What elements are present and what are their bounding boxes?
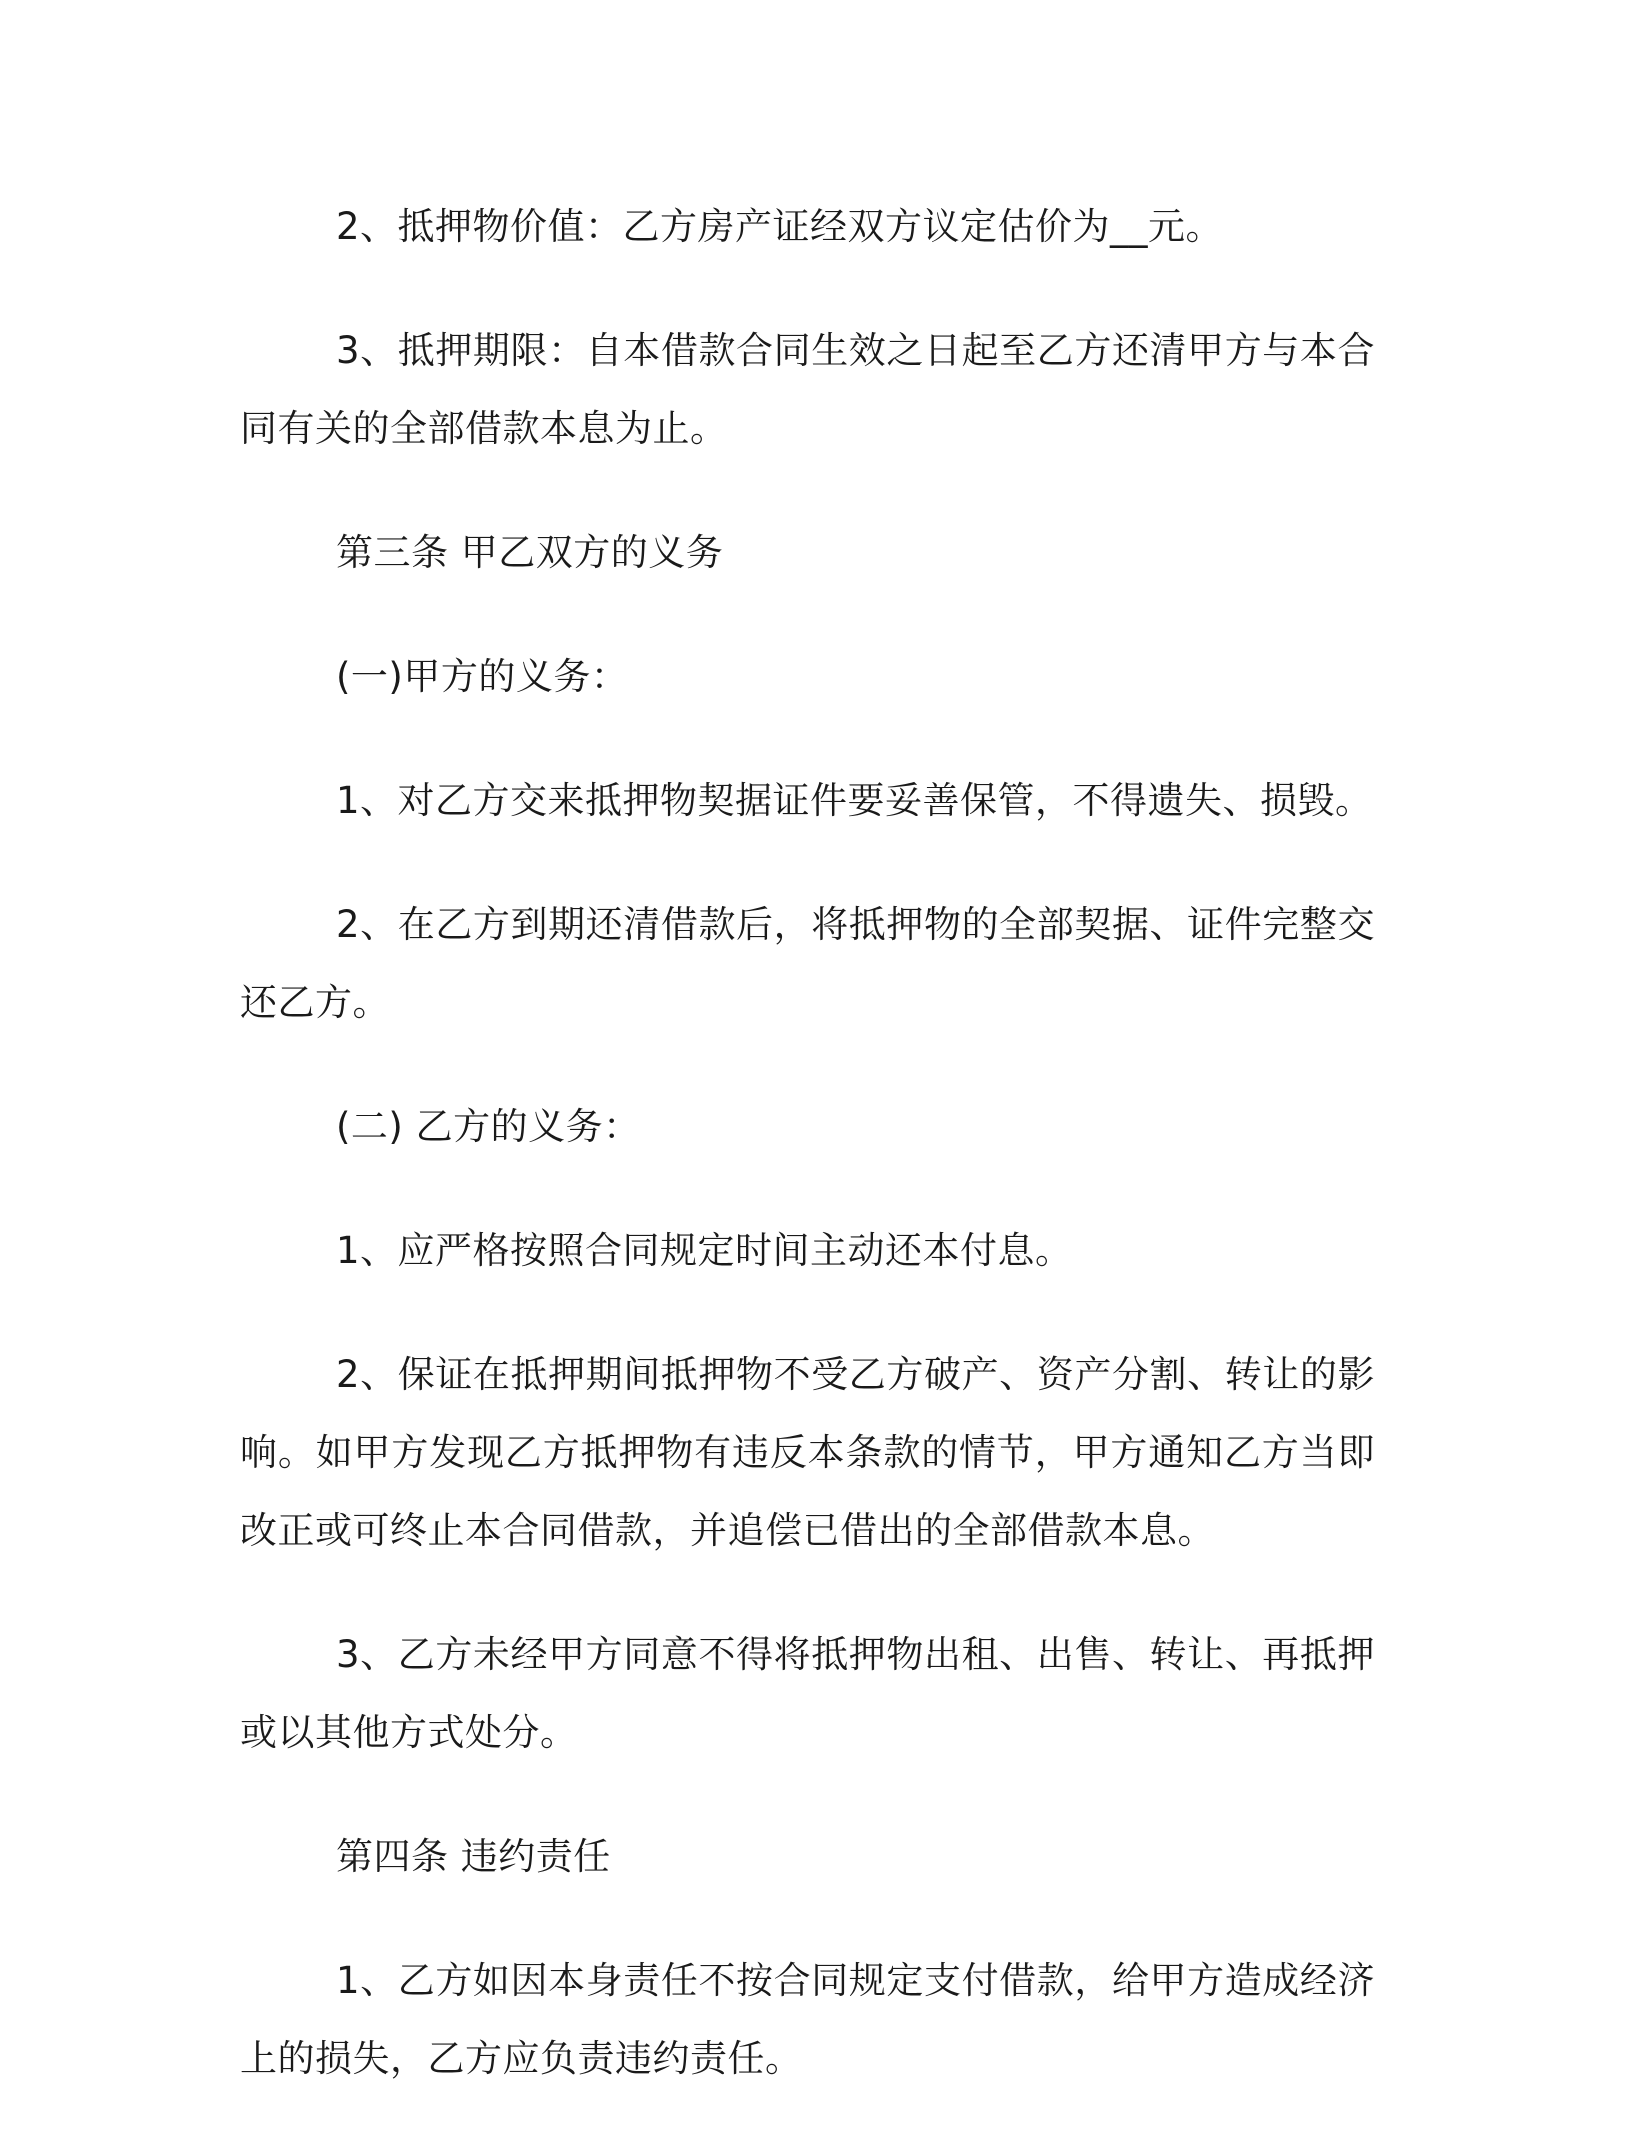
breach-liability-1: 1、乙方如因本身责任不按合同规定支付借款，给甲方造成经济上的损失，乙方应负责违约责任。 (240, 1959, 1375, 2080)
clause-mortgage-term: 3、抵押期限：自本借款合同生效之日起至乙方还清甲方与本合同有关的全部借款本息为止。 (240, 329, 1375, 450)
party-b-obligation-3: 3、乙方未经甲方同意不得将抵押物出租、出售、转让、再抵押或以其他方式处分。 (240, 1633, 1375, 1754)
article-four-heading: 第四条 违约责任 (336, 1835, 611, 1878)
party-b-obligation-1: 1、应严格按照合同规定时间主动还本付息。 (336, 1229, 1073, 1272)
party-a-obligation-2: 2、在乙方到期还清借款后，将抵押物的全部契据、证件完整交还乙方。 (240, 903, 1375, 1024)
clause-mortgage-value: 2、抵押物价值：乙方房产证经双方议定估价为__元。 (336, 205, 1224, 248)
document-page (240, 188, 1375, 2144)
party-b-obligations-heading: (二) 乙方的义务： (336, 1105, 641, 1148)
party-b-obligation-2: 2、保证在抵押期间抵押物不受乙方破产、资产分割、转让的影响。如甲方发现乙方抵押物有违反本条款的情节，甲方通知乙方当即改正或可终止本合同借款，并追偿已借出的全部借款本息。 (240, 1353, 1375, 1552)
party-a-obligations-heading: (一)甲方的义务： (336, 655, 629, 698)
party-a-obligation-1: 1、对乙方交来抵押物契据证件要妥善保管，不得遗失、损毁。 (336, 779, 1373, 822)
article-three-heading: 第三条 甲乙双方的义务 (336, 531, 724, 574)
